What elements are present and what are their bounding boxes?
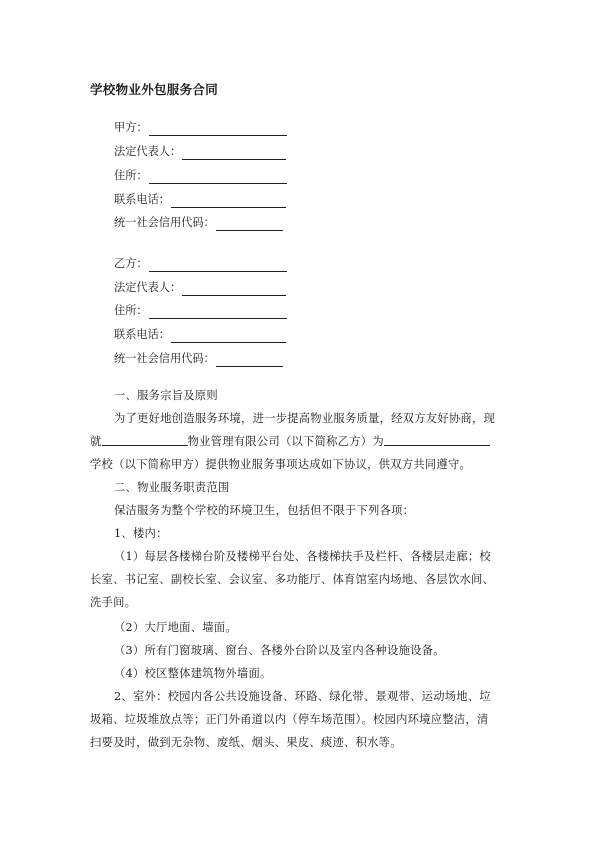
party-a-address-field — [114, 168, 287, 184]
party-b-name-blank — [149, 259, 287, 272]
party-b-credit-code-blank — [216, 354, 283, 367]
school-name-blank — [384, 433, 490, 446]
party-b-name-label: 乙方： — [114, 257, 148, 270]
party-a-rep-field — [114, 144, 286, 160]
party-b-name-field — [114, 256, 287, 272]
party-a-credit-code-blank — [216, 218, 283, 231]
party-b-phone-blank — [171, 330, 286, 343]
paragraph-1-line-3: 学校（以下简称甲方）提供物业服务事项达成如下协议，供双方共同遵守。 — [90, 458, 472, 471]
paragraph-2: 保洁服务为整个学校的环境卫生，包括但不限于下列各项： — [114, 504, 415, 517]
party-a-address-blank — [149, 171, 287, 184]
item-1-1-line-3: 洗手间。 — [90, 596, 137, 609]
party-b-credit-code-label: 统一社会信用代码： — [114, 352, 215, 365]
item-1-2: （2）大厅地面、墙面。 — [114, 621, 237, 634]
paragraph-1-line-1: 为了更好地创造服务环境，进一步提高物业服务质量，经双方友好协商，现 — [114, 412, 496, 425]
item-2-line-1: 2、室外：校园内各公共设施设备、环路、绿化带、景观带、运动场地、垃 — [114, 690, 491, 703]
paragraph-1-line-2-mid: 物业管理有限公司（以下简称乙方）为 — [187, 435, 384, 448]
party-a-credit-code-label: 统一社会信用代码： — [114, 216, 215, 229]
party-b-phone-field — [114, 327, 286, 343]
paragraph-1-line-2 — [90, 430, 510, 453]
party-a-phone-label: 联系电话： — [114, 193, 170, 206]
party-a-phone-blank — [171, 195, 286, 208]
party-b-address-field — [114, 303, 287, 319]
party-b-rep-field — [114, 280, 286, 296]
party-b-credit-code-field — [114, 351, 283, 367]
party-b-rep-label: 法定代表人： — [114, 281, 182, 294]
party-b-address-blank — [149, 306, 287, 319]
document-title: 学校物业外包服务合同 — [90, 82, 219, 97]
item-1-4: （4）校区整体建筑物外墙面。 — [114, 667, 272, 680]
party-a-name-label: 甲方： — [114, 121, 148, 134]
item-1-1-line-1: （1）每层各楼梯台阶及楼梯平台处、各楼梯扶手及栏杆、各楼层走廊；校 — [114, 550, 491, 563]
party-a-name-field — [114, 120, 287, 136]
item-1-heading: 1、楼内： — [114, 527, 168, 540]
item-1-1-line-2: 长室、书记室、副校长室、会议室、多功能厅、体育馆室内场地、各层饮水间、 — [90, 573, 495, 586]
item-2-line-3: 扫要及时，做到无杂物、废纸、烟头、果皮、痰迹、积水等。 — [90, 736, 402, 749]
party-a-credit-code-field — [114, 215, 283, 231]
party-a-address-label: 住所： — [114, 169, 148, 182]
contractor-name-blank — [102, 433, 188, 446]
party-a-rep-label: 法定代表人： — [114, 145, 182, 158]
section-1-heading: 一、服务宗旨及原则 — [114, 389, 218, 402]
item-2-line-2: 圾箱、垃圾堆放点等；正门外甬道以内（停车场范围）。校园内环境应整洁，清 — [90, 713, 489, 726]
paragraph-1-line-2-start: 就 — [90, 435, 102, 448]
party-a-rep-blank — [182, 147, 286, 160]
section-2-heading: 二、物业服务职责范围 — [114, 481, 230, 494]
party-b-phone-label: 联系电话： — [114, 328, 170, 341]
party-a-name-blank — [149, 123, 287, 136]
party-b-rep-blank — [182, 283, 286, 296]
party-a-phone-field — [114, 192, 286, 208]
item-1-3: （3）所有门窗玻璃、窗台、各楼外台阶以及室内各种设施设备。 — [114, 644, 445, 657]
party-b-address-label: 住所： — [114, 304, 148, 317]
